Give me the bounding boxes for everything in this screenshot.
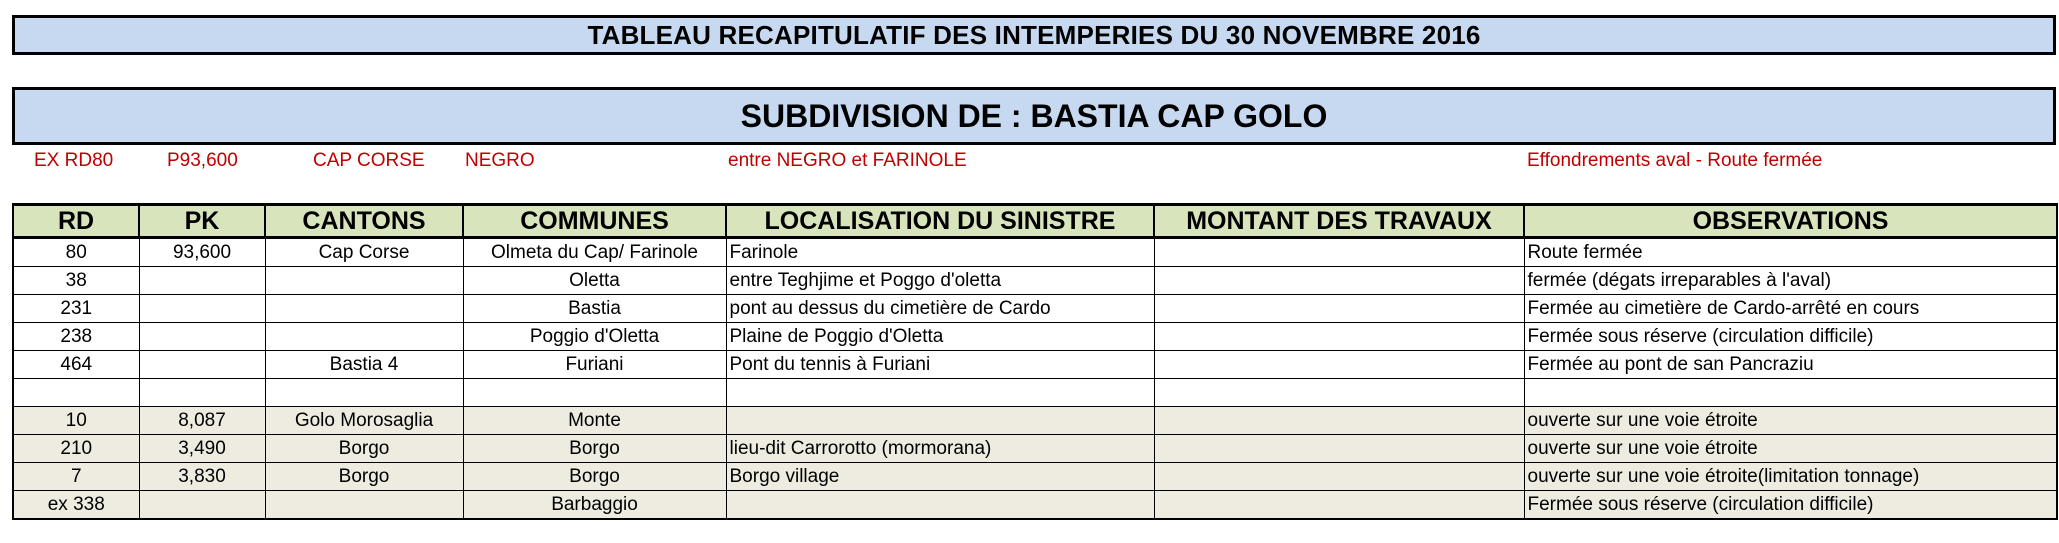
cell-commune: Oletta [463,267,726,295]
intemperies-table [12,203,2058,520]
cell-observation: ouverte sur une voie étroite [1524,435,2057,463]
cell-commune: Olmeta du Cap/ Farinole [463,238,726,267]
cell-montant [1154,295,1524,323]
header-localisation: LOCALISATION DU SINISTRE [726,205,1154,238]
header-cantons: CANTONS [265,205,463,238]
table-row [13,407,2057,435]
cell-rd: 231 [13,295,139,323]
cell-pk [139,491,265,520]
cell-localisation: Borgo village [726,463,1154,491]
summary-rd: EX RD80 [34,150,114,171]
cell-pk: 3,490 [139,435,265,463]
table-row [13,379,2057,407]
summary-observation: Effondrements aval - Route fermée [1527,150,1823,171]
cell-observation [1524,379,2057,407]
summary-line [0,148,2059,174]
cell-rd: 80 [13,238,139,267]
cell-commune: Borgo [463,463,726,491]
cell-canton [265,491,463,520]
cell-canton [265,323,463,351]
cell-montant [1154,491,1524,520]
cell-rd: 7 [13,463,139,491]
summary-commune: NEGRO [465,150,535,171]
cell-localisation: Farinole [726,238,1154,267]
cell-rd: 38 [13,267,139,295]
cell-localisation: entre Teghjime et Poggo d'oletta [726,267,1154,295]
cell-commune: Bastia [463,295,726,323]
table-header-row [13,205,2057,238]
cell-canton [265,379,463,407]
cell-commune [463,379,726,407]
cell-localisation [726,407,1154,435]
cell-rd: 10 [13,407,139,435]
cell-pk: 8,087 [139,407,265,435]
table-row [13,323,2057,351]
cell-canton: Golo Morosaglia [265,407,463,435]
cell-canton: Borgo [265,463,463,491]
cell-montant [1154,238,1524,267]
cell-observation: Fermée sous réserve (circulation difficile) [1524,323,2057,351]
cell-pk [139,379,265,407]
cell-pk [139,295,265,323]
cell-montant [1154,323,1524,351]
cell-pk [139,351,265,379]
cell-rd: 464 [13,351,139,379]
subdivision-title: SUBDIVISION DE : BASTIA CAP GOLO [12,87,2056,145]
cell-pk [139,267,265,295]
cell-commune: Furiani [463,351,726,379]
cell-localisation: Plaine de Poggio d'Oletta [726,323,1154,351]
summary-pk: P93,600 [167,150,238,171]
cell-observation: Fermée au cimetière de Cardo-arrêté en cours [1524,295,2057,323]
summary-localisation: entre NEGRO et FARINOLE [728,150,967,171]
cell-commune: Monte [463,407,726,435]
cell-pk: 3,830 [139,463,265,491]
cell-pk [139,323,265,351]
table-row [13,463,2057,491]
cell-pk: 93,600 [139,238,265,267]
cell-observation: Route fermée [1524,238,2057,267]
cell-localisation [726,491,1154,520]
cell-localisation: pont au dessus du cimetière de Cardo [726,295,1154,323]
table-body [13,238,2057,520]
summary-canton: CAP CORSE [313,150,425,171]
table-row [13,491,2057,520]
header-observations: OBSERVATIONS [1524,205,2057,238]
cell-montant [1154,407,1524,435]
cell-canton [265,267,463,295]
cell-rd [13,379,139,407]
cell-localisation [726,379,1154,407]
cell-canton: Borgo [265,435,463,463]
cell-montant [1154,463,1524,491]
cell-commune: Poggio d'Oletta [463,323,726,351]
cell-observation: Fermée au pont de san Pancraziu [1524,351,2057,379]
header-montant: MONTANT DES TRAVAUX [1154,205,1524,238]
cell-montant [1154,267,1524,295]
cell-canton: Cap Corse [265,238,463,267]
cell-rd: 210 [13,435,139,463]
page-title: TABLEAU RECAPITULATIF DES INTEMPERIES DU 30 NOVEMBRE 2016 [12,15,2056,55]
cell-montant [1154,351,1524,379]
cell-rd: 238 [13,323,139,351]
header-rd: RD [13,205,139,238]
table-row [13,238,2057,267]
cell-commune: Borgo [463,435,726,463]
cell-observation: Fermée sous réserve (circulation difficile) [1524,491,2057,520]
cell-rd: ex 338 [13,491,139,520]
header-communes: COMMUNES [463,205,726,238]
cell-commune: Barbaggio [463,491,726,520]
cell-observation: fermée (dégats irreparables à l'aval) [1524,267,2057,295]
table-row [13,267,2057,295]
cell-montant [1154,435,1524,463]
cell-canton [265,295,463,323]
cell-observation: ouverte sur une voie étroite [1524,407,2057,435]
header-pk: PK [139,205,265,238]
cell-canton: Bastia 4 [265,351,463,379]
cell-montant [1154,379,1524,407]
cell-observation: ouverte sur une voie étroite(limitation tonnage) [1524,463,2057,491]
table-row [13,435,2057,463]
table-row [13,351,2057,379]
cell-localisation: lieu-dit Carrorotto (mormorana) [726,435,1154,463]
table-row [13,295,2057,323]
cell-localisation: Pont du tennis à Furiani [726,351,1154,379]
